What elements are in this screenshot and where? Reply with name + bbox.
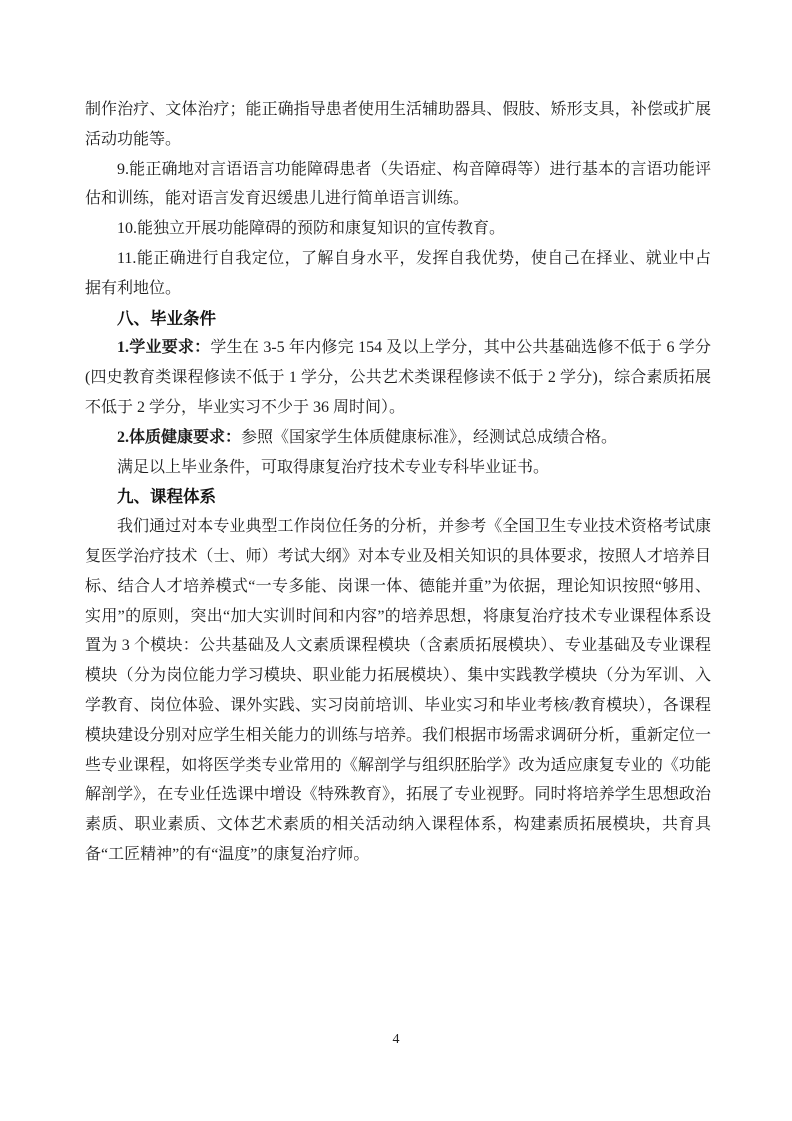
requirement-label: 2.体质健康要求：	[117, 428, 242, 446]
paragraph-curriculum-description	[85, 512, 711, 870]
requirement-label: 1.学业要求：	[117, 339, 211, 357]
paragraph-fitness-requirement	[85, 423, 711, 453]
heading-text: 八、毕业条件	[117, 308, 216, 328]
paragraph-text: 10.能独立开展功能障碍的预防和康复知识的宣传教育。	[117, 220, 506, 238]
section-heading-curriculum-system	[85, 482, 711, 512]
paragraph-academic-requirement	[85, 333, 711, 422]
paragraph-text: 我们通过对本专业典型工作岗位任务的分析，并参考《全国卫生专业技术资格考试康复医学治疗技术（士、师）考试大纲》对本专业及相关知识的具体要求，按照人才培养目标、结合人才培养模式“一专多能、岗课一体、德能并重”为依据，理论知识按照“够用、实用”的原则，突出“加大实训时间和内容”的培养思想，将康复治疗技术专业课程体系设置为 3 个模块：公共基础及人文素质课程模块（含素质拓展模块）、专业基础及专业课程模块（分为岗位能力学习模块、职业能力拓展模块）、集中实践教学模块（分为军训、入学教育、岗位体验、课外实践、实习岗前培训、毕业实习和毕业考核/教育模块），各课程模块建设分别对应学生相关能力的训练与培养。我们根据市场需求调研分析，重新定位一些专业课程，如将医学类专业常用的《解剖学与组织胚胎学》改为适应康复专业的《功能解剖学》，在专业任选课中增设《特殊教育》，拓展了专业视野。同时将培养学生思想政治素质、职业素质、文体艺术素质的相关活动纳入课程体系，构建素质拓展模块，共育具备“工匠精神”的有“温度”的康复治疗师。	[85, 518, 711, 863]
paragraph-text: 11.能正确进行自我定位，了解自身水平，发挥自我优势，使自己在择业、就业中占据有利地位。	[85, 249, 711, 297]
paragraph-text: 学生在 3-5 年内修完 154 及以上学分，其中公共基础选修不低于 6 学分(四史教育类课程修读不低于 1 学分，公共艺术类课程修读不低于 2 学分)，综合素质拓展不低于 2 学分，毕业实习不少于 36 周时间）。	[85, 339, 711, 416]
paragraph-item-10	[85, 214, 711, 244]
heading-text: 九、课程体系	[117, 487, 216, 507]
paragraph-text: 满足以上毕业条件，可取得康复治疗技术专业专科毕业证书。	[117, 458, 550, 476]
paragraph-item-11	[85, 244, 711, 304]
section-heading-graduation-requirements	[85, 304, 711, 334]
page-footer	[0, 1030, 792, 1050]
paragraph-continuation	[85, 95, 711, 155]
paragraph-text: 9.能正确地对言语语言功能障碍患者（失语症、构音障碍等）进行基本的言语功能评估和训练，能对语言发育迟缓患儿进行简单语言训练。	[85, 160, 711, 208]
page-content	[85, 95, 711, 870]
page-number: 4	[392, 1032, 400, 1047]
paragraph-text: 参照《国家学生体质健康标准》，经测试总成绩合格。	[241, 428, 618, 446]
paragraph-text: 制作治疗、文体治疗；能正确指导患者使用生活辅助器具、假肢、矫形支具，补偿或扩展活动功能等。	[85, 101, 711, 148]
paragraph-item-9	[85, 155, 711, 215]
paragraph-diploma-note	[85, 453, 711, 483]
